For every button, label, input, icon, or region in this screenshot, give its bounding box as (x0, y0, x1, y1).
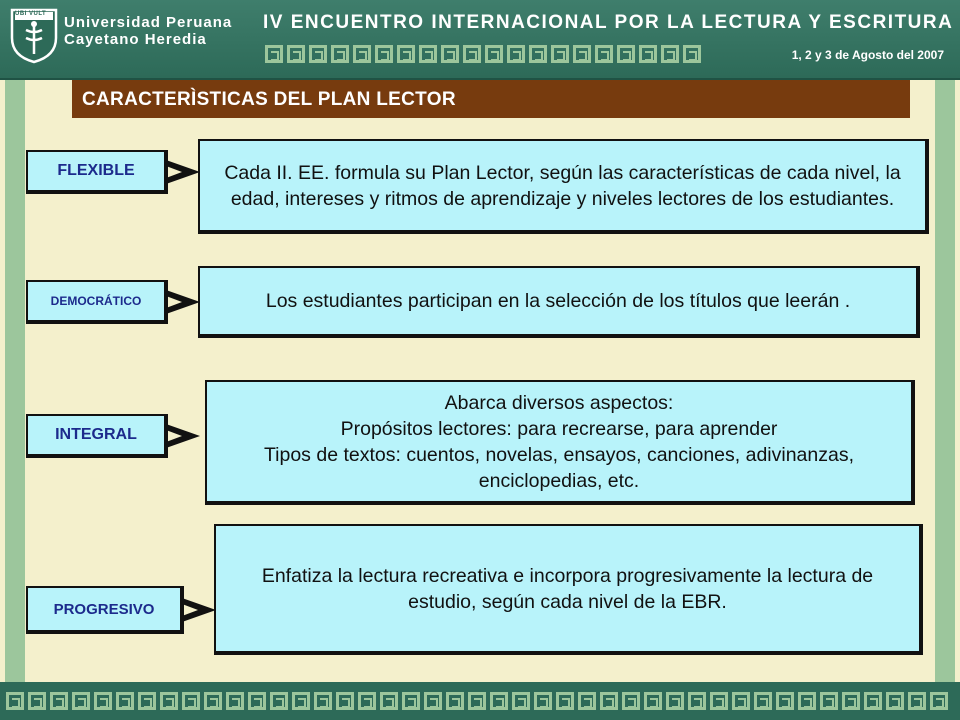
description-flexible (198, 139, 929, 234)
slide-title: CARACTERÌSTICAS DEL PLAN LECTOR (82, 89, 456, 110)
label-progresivo-text: PROGRESIVO (53, 600, 155, 618)
slide-title-bar (72, 80, 910, 118)
university-line-1: Universidad Peruana (64, 14, 233, 31)
description-democratico (198, 266, 920, 338)
description-progresivo (214, 524, 923, 655)
header-banner (0, 0, 960, 80)
label-progresivo (26, 586, 184, 634)
right-greek-key-border (930, 80, 960, 682)
event-title: IV ENCUENTRO INTERNACIONAL POR LA LECTURA Y ESCRITURA (263, 12, 954, 33)
integral-line-1: Abarca diversos aspectos: (444, 391, 674, 414)
label-democratico (26, 280, 168, 324)
integral-line-2: Propósitos lectores: para recrearse, para aprender (340, 417, 778, 440)
header-key-pattern (265, 45, 701, 63)
connector-arrow-icon (164, 416, 202, 456)
university-name (64, 14, 232, 48)
label-flexible (26, 150, 168, 194)
description-democratico-text: Los estudiantes participan en la selección de los títulos que leerán . (265, 290, 851, 312)
label-democratico-text: DEMOCRÁTICO (50, 294, 142, 308)
label-integral-text: INTEGRAL (55, 426, 137, 443)
description-progresivo-text: Enfatiza la lectura recreativa e incorpora progresivamente la lectura de estudio, según cada nivel de la EBR. (261, 564, 874, 613)
university-line-2: Cayetano Heredia (64, 31, 207, 48)
label-integral (26, 414, 168, 458)
footer-key-pattern (0, 682, 960, 720)
connector-arrow-icon (164, 282, 202, 322)
integral-line-3: Tipos de textos: cuentos, novelas, ensayos, canciones, adivinanzas, enciclopedias, etc. (263, 443, 855, 492)
description-flexible-text: Cada II. EE. formula su Plan Lector, según las características de cada nivel, la edad, intereses y ritmos de aprendizaje y niveles lectores de los estudiantes. (224, 161, 901, 210)
description-integral (205, 380, 915, 505)
event-date: 1, 2 y 3 de Agosto del 2007 (791, 48, 944, 62)
label-flexible-text: FLEXIBLE (57, 162, 135, 179)
logo-motto: UBI VULT (15, 11, 47, 17)
connector-arrow-icon (180, 590, 218, 630)
connector-arrow-icon (164, 152, 202, 192)
